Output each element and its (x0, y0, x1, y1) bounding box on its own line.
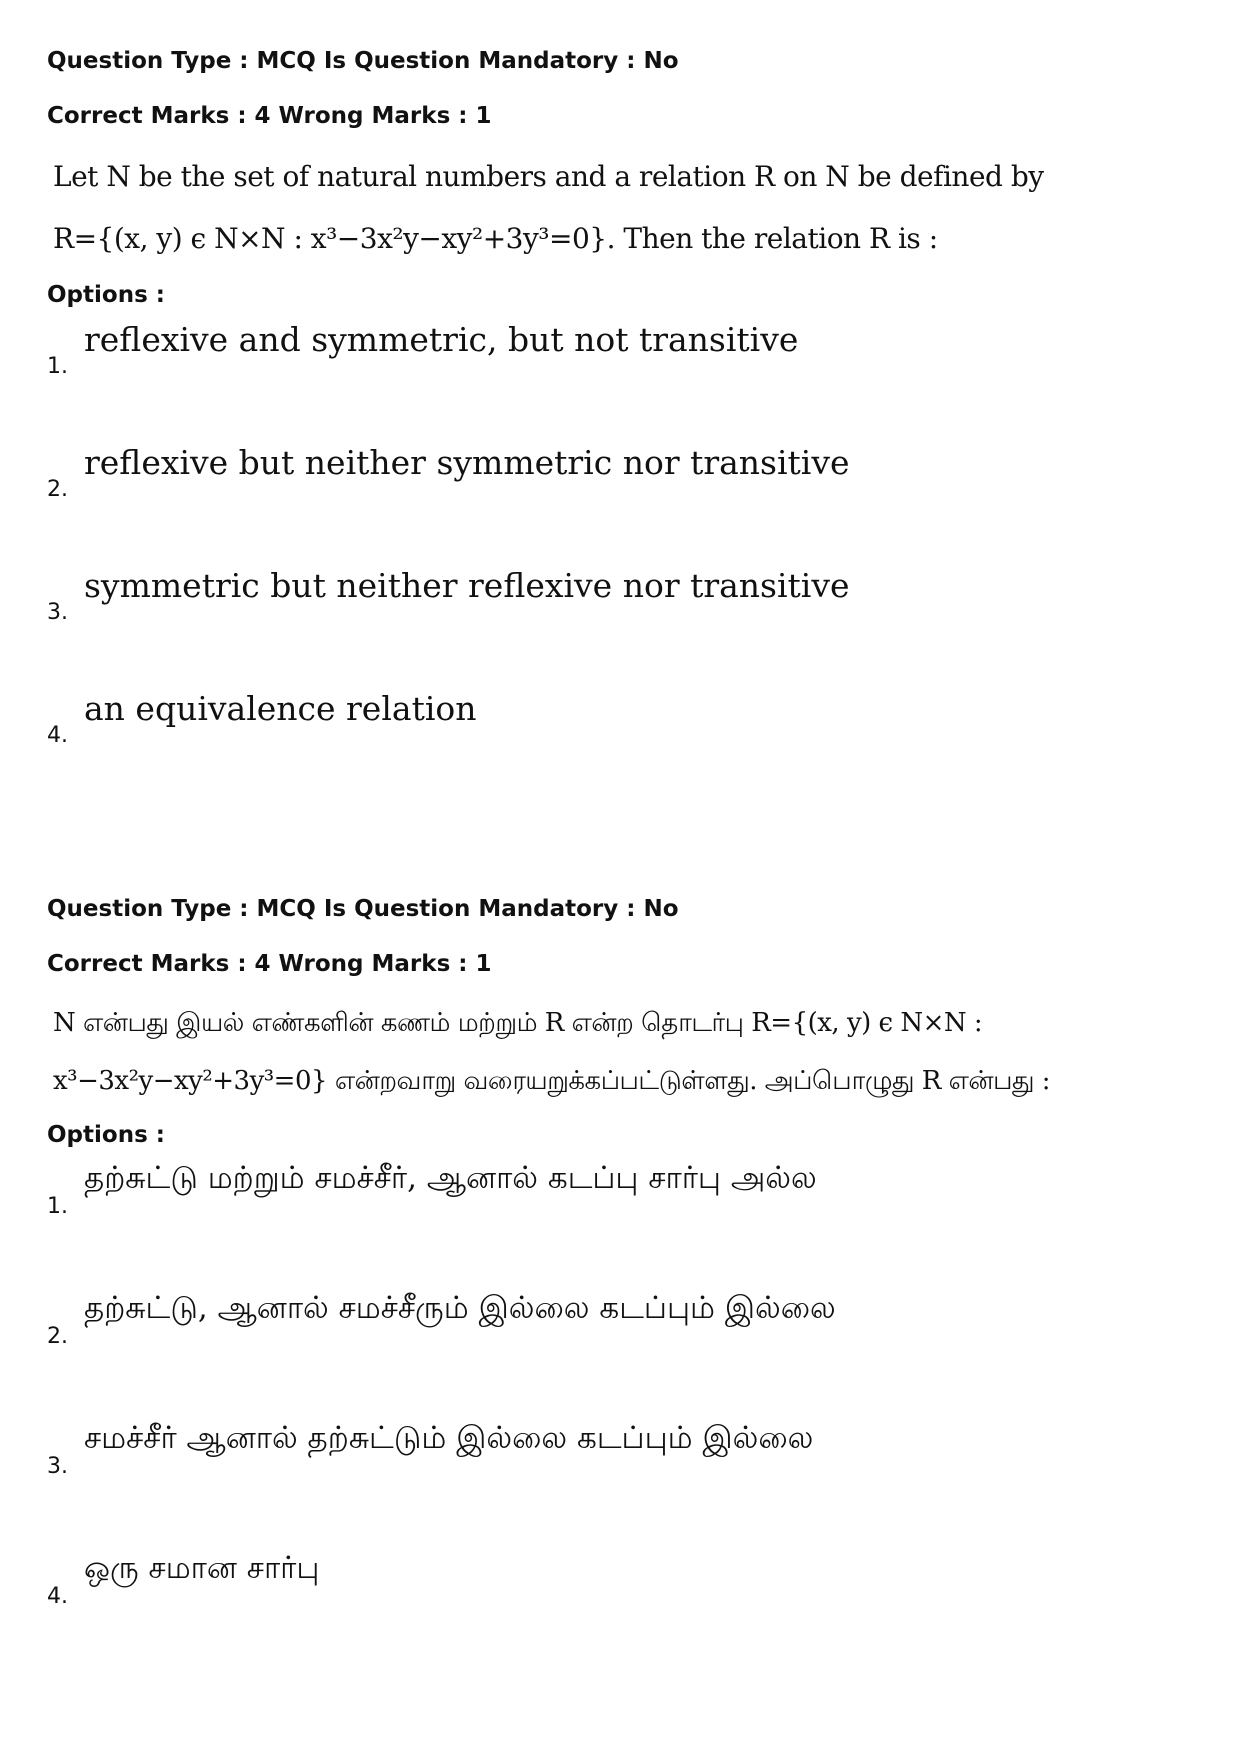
options-heading: Options : (47, 282, 165, 308)
option-text: சமச்சீர் ஆனால் தற்சுட்டும் இல்லை கடப்பும் இல்லை (84, 1420, 814, 1456)
option-2[interactable] (47, 443, 1167, 566)
question-stem (53, 146, 1167, 270)
option-number: 3. (47, 600, 68, 625)
option-number: 4. (47, 1584, 68, 1609)
option-number: 4. (47, 723, 68, 748)
option-4[interactable] (47, 1550, 1167, 1680)
question-block-2 (47, 894, 1167, 1680)
option-text: ஒரு சமான சார்பு (84, 1550, 320, 1586)
stem-line-1: Let N be the set of natural numbers and a relation R on N be defined by (53, 160, 1044, 193)
option-text: an equivalence relation (84, 689, 477, 728)
option-number: 1. (47, 354, 68, 379)
marks-line: Correct Marks : 4 Wrong Marks : 1 (47, 951, 492, 977)
stem-line-2: R={(x, y) ϵ N×N : x³−3x²y−xy²+3y³=0}. Then the relation R is : (53, 222, 938, 255)
question-stem (53, 994, 1167, 1110)
option-number: 3. (47, 1454, 68, 1479)
marks-line: Correct Marks : 4 Wrong Marks : 1 (47, 103, 492, 129)
option-3[interactable] (47, 1420, 1167, 1550)
stem-line-1: N என்பது இயல் எண்களின் கணம் மற்றும் R என்ற தொடர்பு R={(x, y) ϵ N×N : (53, 1008, 983, 1038)
option-text: தற்சுட்டு, ஆனால் சமச்சீரும் இல்லை கடப்பும் இல்லை (84, 1290, 836, 1326)
option-text: symmetric but neither reflexive nor transitive (84, 566, 850, 605)
option-4[interactable] (47, 689, 1167, 812)
question-block-1 (47, 46, 1167, 812)
option-2[interactable] (47, 1290, 1167, 1420)
option-number: 2. (47, 477, 68, 502)
option-text: reflexive and symmetric, but not transitive (84, 320, 799, 359)
option-number: 1. (47, 1194, 68, 1219)
option-number: 2. (47, 1324, 68, 1349)
question-type-line: Question Type : MCQ Is Question Mandatory : No (47, 48, 679, 74)
option-1[interactable] (47, 320, 1167, 443)
option-text: தற்சுட்டு மற்றும் சமச்சீர், ஆனால் கடப்பு சார்பு அல்ல (84, 1160, 817, 1196)
option-1[interactable] (47, 1160, 1167, 1290)
question-type-line: Question Type : MCQ Is Question Mandatory : No (47, 896, 679, 922)
options-heading: Options : (47, 1122, 165, 1148)
option-3[interactable] (47, 566, 1167, 689)
stem-line-2: x³−3x²y−xy²+3y³=0} என்றவாறு வரையறுக்கப்பட்டுள்ளது. அப்பொழுது R என்பது : (53, 1066, 1051, 1096)
option-text: reflexive but neither symmetric nor transitive (84, 443, 850, 482)
